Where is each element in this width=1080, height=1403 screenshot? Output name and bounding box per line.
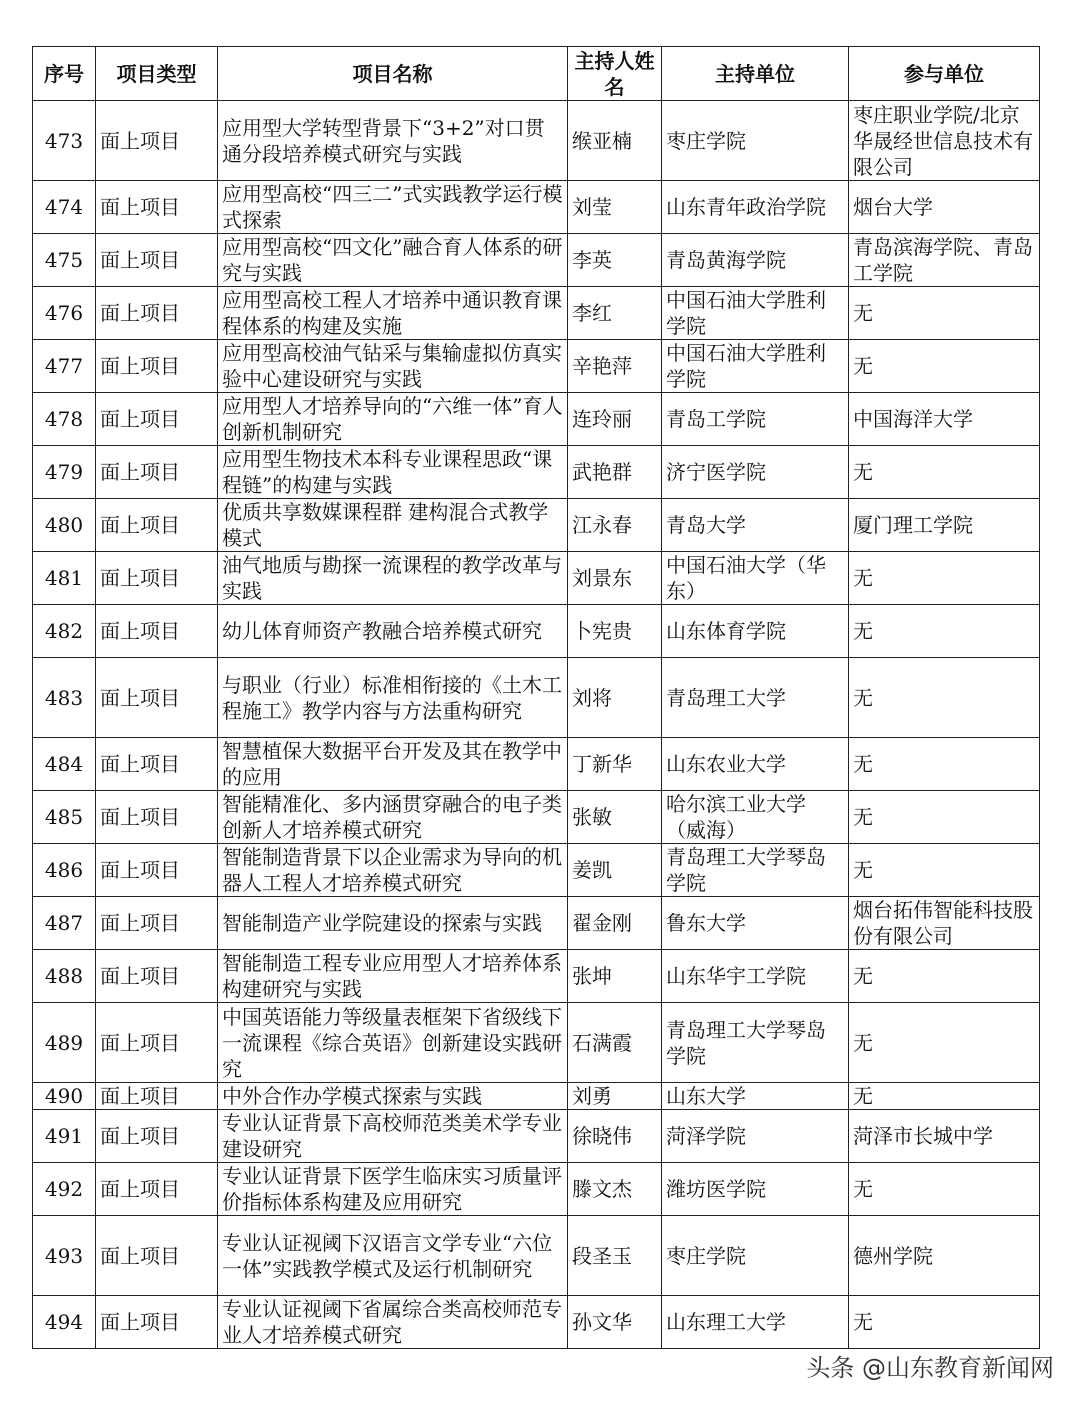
table-row [33,605,1040,658]
row-index: 480 [33,499,96,552]
row-host-unit: 济宁医学院 [662,446,849,499]
row-partner-unit: 烟台拓伟智能科技股份有限公司 [849,897,1040,950]
row-index: 488 [33,950,96,1003]
row-type: 面上项目 [96,844,218,897]
row-project-name: 应用型高校油气钻采与集输虚拟仿真实验中心建设研究与实践 [218,340,568,393]
row-partner-unit: 青岛滨海学院、青岛工学院 [849,234,1040,287]
header-host: 主持人姓名 [568,47,662,101]
row-type: 面上项目 [96,340,218,393]
table-row [33,950,1040,1003]
row-partner-unit: 中国海洋大学 [849,393,1040,446]
table-row [33,499,1040,552]
row-partner-unit: 无 [849,605,1040,658]
row-index: 474 [33,181,96,234]
row-partner-unit: 德州学院 [849,1216,1040,1296]
row-host: 张敏 [568,791,662,844]
row-index: 473 [33,101,96,181]
row-host-unit: 鲁东大学 [662,897,849,950]
row-host: 刘莹 [568,181,662,234]
row-index: 477 [33,340,96,393]
row-partner-unit: 无 [849,1003,1040,1083]
row-index: 482 [33,605,96,658]
row-host-unit: 山东理工大学 [662,1296,849,1349]
row-partner-unit: 无 [849,658,1040,738]
row-type: 面上项目 [96,950,218,1003]
row-host: 张坤 [568,950,662,1003]
row-host: 翟金刚 [568,897,662,950]
row-host-unit: 青岛黄海学院 [662,234,849,287]
row-type: 面上项目 [96,1003,218,1083]
table-row [33,1110,1040,1163]
row-type: 面上项目 [96,101,218,181]
row-host: 丁新华 [568,738,662,791]
row-index: 483 [33,658,96,738]
row-index: 490 [33,1083,96,1110]
row-host: 滕文杰 [568,1163,662,1216]
table-row [33,234,1040,287]
row-type: 面上项目 [96,499,218,552]
row-type: 面上项目 [96,1163,218,1216]
row-host-unit: 中国石油大学胜利学院 [662,287,849,340]
row-partner-unit: 菏泽市长城中学 [849,1110,1040,1163]
row-host-unit: 山东体育学院 [662,605,849,658]
row-host: 李红 [568,287,662,340]
row-project-name: 智能制造产业学院建设的探索与实践 [218,897,568,950]
row-partner-unit: 无 [849,287,1040,340]
row-index: 484 [33,738,96,791]
row-host-unit: 中国石油大学（华东） [662,552,849,605]
table-row [33,897,1040,950]
row-partner-unit: 无 [849,1083,1040,1110]
row-type: 面上项目 [96,287,218,340]
table-row [33,1083,1040,1110]
row-partner-unit: 烟台大学 [849,181,1040,234]
row-host: 江永春 [568,499,662,552]
row-partner-unit: 无 [849,340,1040,393]
row-host-unit: 山东青年政治学院 [662,181,849,234]
table-row [33,552,1040,605]
row-index: 492 [33,1163,96,1216]
row-type: 面上项目 [96,1296,218,1349]
row-project-name: 专业认证背景下高校师范类美术学专业建设研究 [218,1110,568,1163]
row-host-unit: 菏泽学院 [662,1110,849,1163]
row-project-name: 应用型人才培养导向的“六维一体”育人创新机制研究 [218,393,568,446]
row-host: 刘景东 [568,552,662,605]
row-type: 面上项目 [96,234,218,287]
row-host: 徐晓伟 [568,1110,662,1163]
row-type: 面上项目 [96,446,218,499]
row-project-name: 应用型生物技术本科专业课程思政“课程链”的构建与实践 [218,446,568,499]
row-type: 面上项目 [96,1216,218,1296]
row-partner-unit: 无 [849,844,1040,897]
header-partner: 参与单位 [849,47,1040,101]
row-host: 李英 [568,234,662,287]
row-host: 姜凯 [568,844,662,897]
row-project-name: 专业认证视阈下省属综合类高校师范专业人才培养模式研究 [218,1296,568,1349]
row-type: 面上项目 [96,897,218,950]
row-host-unit: 山东农业大学 [662,738,849,791]
row-project-name: 中国英语能力等级量表框架下省级线下一流课程《综合英语》创新建设实践研究 [218,1003,568,1083]
row-partner-unit: 枣庄职业学院/北京华晟经世信息技术有限公司 [849,101,1040,181]
row-host: 辛艳萍 [568,340,662,393]
row-host: 连玲丽 [568,393,662,446]
table-row [33,1163,1040,1216]
table-row [33,738,1040,791]
row-project-name: 智能制造工程专业应用型人才培养体系构建研究与实践 [218,950,568,1003]
row-type: 面上项目 [96,738,218,791]
row-type: 面上项目 [96,605,218,658]
row-type: 面上项目 [96,552,218,605]
row-project-name: 智能精准化、多内涵贯穿融合的电子类创新人才培养模式研究 [218,791,568,844]
row-host-unit: 山东大学 [662,1083,849,1110]
row-host-unit: 青岛理工大学琴岛学院 [662,844,849,897]
row-partner-unit: 无 [849,1296,1040,1349]
row-host-unit: 潍坊医学院 [662,1163,849,1216]
row-project-name: 中外合作办学模式探索与实践 [218,1083,568,1110]
row-index: 494 [33,1296,96,1349]
row-project-name: 专业认证视阈下汉语言文学专业“六位一体”实践教学模式及运行机制研究 [218,1216,568,1296]
row-index: 491 [33,1110,96,1163]
row-partner-unit: 无 [849,791,1040,844]
row-host: 刘将 [568,658,662,738]
row-index: 481 [33,552,96,605]
row-project-name: 应用型高校工程人才培养中通识教育课程体系的构建及实施 [218,287,568,340]
table-row [33,101,1040,181]
row-project-name: 应用型高校“四文化”融合育人体系的研究与实践 [218,234,568,287]
row-index: 476 [33,287,96,340]
row-host: 孙文华 [568,1296,662,1349]
row-partner-unit: 无 [849,738,1040,791]
row-host-unit: 青岛工学院 [662,393,849,446]
row-partner-unit: 无 [849,1163,1040,1216]
row-project-name: 优质共享数媒课程群 建构混合式教学模式 [218,499,568,552]
row-project-name: 应用型大学转型背景下“3+2”对口贯通分段培养模式研究与实践 [218,101,568,181]
row-partner-unit: 无 [849,446,1040,499]
row-host-unit: 青岛大学 [662,499,849,552]
row-host: 段圣玉 [568,1216,662,1296]
row-partner-unit: 无 [849,552,1040,605]
row-type: 面上项目 [96,393,218,446]
row-host-unit: 哈尔滨工业大学（威海） [662,791,849,844]
header-type: 项目类型 [96,47,218,101]
row-host-unit: 青岛理工大学琴岛学院 [662,1003,849,1083]
table-row [33,1296,1040,1349]
table-row [33,844,1040,897]
table-row [33,658,1040,738]
row-index: 487 [33,897,96,950]
row-type: 面上项目 [96,1110,218,1163]
row-type: 面上项目 [96,181,218,234]
row-host: 刘勇 [568,1083,662,1110]
row-index: 479 [33,446,96,499]
row-host: 卜宪贵 [568,605,662,658]
table-row [33,791,1040,844]
row-index: 493 [33,1216,96,1296]
row-host-unit: 青岛理工大学 [662,658,849,738]
row-type: 面上项目 [96,658,218,738]
row-host: 石满霞 [568,1003,662,1083]
table-row [33,287,1040,340]
header-index: 序号 [33,47,96,101]
row-project-name: 幼儿体育师资产教融合培养模式研究 [218,605,568,658]
table-row [33,1216,1040,1296]
table-row [33,446,1040,499]
row-project-name: 智能制造背景下以企业需求为导向的机器人工程人才培养模式研究 [218,844,568,897]
row-type: 面上项目 [96,791,218,844]
watermark-text: 头条 @山东教育新闻网 [806,1354,1054,1382]
row-project-name: 与职业（行业）标准相衔接的《土木工程施工》教学内容与方法重构研究 [218,658,568,738]
row-project-name: 油气地质与勘探一流课程的教学改革与实践 [218,552,568,605]
row-type: 面上项目 [96,1083,218,1110]
row-partner-unit: 厦门理工学院 [849,499,1040,552]
project-table [32,46,1040,1349]
row-project-name: 专业认证背景下医学生临床实习质量评价指标体系构建及应用研究 [218,1163,568,1216]
row-host-unit: 枣庄学院 [662,1216,849,1296]
table-body [33,101,1040,1349]
header-unit: 主持单位 [662,47,849,101]
row-project-name: 应用型高校“四三二”式实践教学运行模式探索 [218,181,568,234]
row-index: 478 [33,393,96,446]
table-row [33,393,1040,446]
row-index: 475 [33,234,96,287]
row-index: 489 [33,1003,96,1083]
table-row [33,340,1040,393]
row-host-unit: 山东华宇工学院 [662,950,849,1003]
header-name: 项目名称 [218,47,568,101]
row-host-unit: 枣庄学院 [662,101,849,181]
row-partner-unit: 无 [849,950,1040,1003]
table-row [33,181,1040,234]
row-project-name: 智慧植保大数据平台开发及其在教学中的应用 [218,738,568,791]
table-header-row [33,47,1040,101]
table-row [33,1003,1040,1083]
row-host: 武艳群 [568,446,662,499]
row-host-unit: 中国石油大学胜利学院 [662,340,849,393]
row-index: 485 [33,791,96,844]
row-index: 486 [33,844,96,897]
row-host: 缑亚楠 [568,101,662,181]
